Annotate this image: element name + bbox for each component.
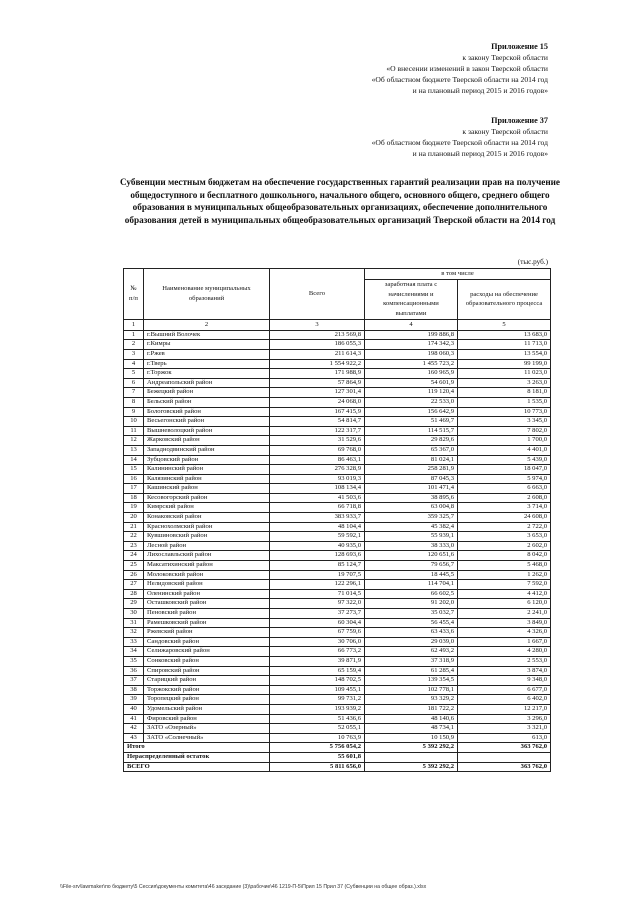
row-number: 4 [124,359,144,369]
municipality-name: Оленинский район [144,589,270,599]
table-row [124,340,551,350]
expenses-value: 4 401,0 [458,445,551,455]
total-value: 213 569,8 [270,330,365,340]
row-number: 37 [124,676,144,686]
municipality-name: Калязинский район [144,474,270,484]
salary-value: 258 281,9 [365,465,458,475]
total-value: 186 055,3 [270,340,365,350]
row-number: 15 [124,465,144,475]
expenses-value: 8 042,0 [458,551,551,561]
municipality-name: Кимрский район [144,503,270,513]
table-row [124,580,551,590]
table-row [124,589,551,599]
table-row [124,369,551,379]
table-row [124,541,551,551]
salary-value: 87 045,3 [365,474,458,484]
row-number: 9 [124,407,144,417]
total-label: Итого [124,743,270,753]
col-number-5: 5 [458,319,551,330]
table-row [124,484,551,494]
total-value: 57 864,9 [270,378,365,388]
row-number: 14 [124,455,144,465]
row-number: 35 [124,656,144,666]
expenses-value: 99 199,0 [458,359,551,369]
total-value: 122 317,7 [270,426,365,436]
expenses-value: 1 667,0 [458,637,551,647]
table-row [124,436,551,446]
municipality-name: ЗАТО «Озерный» [144,724,270,734]
salary-value: 102 778,1 [365,685,458,695]
total-value: 211 614,3 [270,349,365,359]
total-label: ВСЕГО [124,762,270,772]
table-row [124,656,551,666]
salary-value: 22 533,0 [365,397,458,407]
row-number: 34 [124,647,144,657]
municipality-name: Старицкий район [144,676,270,686]
expenses-value: 3 296,0 [458,714,551,724]
expenses-value: 11 023,0 [458,369,551,379]
municipality-name: г.Кимры [144,340,270,350]
row-number: 27 [124,580,144,590]
municipality-name: Молоковский район [144,570,270,580]
table-row [124,378,551,388]
appendix-37-block [372,115,548,159]
expenses-value: 2 241,0 [458,609,551,619]
table-row [124,714,551,724]
salary-value: 38 895,6 [365,493,458,503]
expenses-value: 24 608,0 [458,513,551,523]
salary-value: 45 382,4 [365,522,458,532]
row-number: 16 [124,474,144,484]
municipality-name: Весьегонский район [144,417,270,427]
expenses-value: 3 653,0 [458,532,551,542]
expenses-value: 13 683,0 [458,330,551,340]
row-number: 38 [124,685,144,695]
total-value: 193 939,2 [270,704,365,714]
total-value: 10 763,9 [270,733,365,743]
row-number: 40 [124,704,144,714]
total-value: 19 707,5 [270,570,365,580]
total-value: 93 019,3 [270,474,365,484]
salary-value: 29 829,6 [365,436,458,446]
salary-value: 93 329,2 [365,695,458,705]
row-number: 29 [124,599,144,609]
total-total-value: 5 756 054,2 [270,743,365,753]
header-num: № п/п [124,269,144,320]
total-value: 276 328,9 [270,465,365,475]
total-value: 148 702,5 [270,676,365,686]
municipality-name: г.Ржев [144,349,270,359]
municipality-name: Сонковский район [144,656,270,666]
municipality-name: Нелидовский район [144,580,270,590]
municipality-name: Жарковский район [144,436,270,446]
total-value: 1 554 922,2 [270,359,365,369]
municipality-name: Западнодвинский район [144,445,270,455]
expenses-value: 3 321,0 [458,724,551,734]
expenses-value: 6 402,0 [458,695,551,705]
salary-value: 66 602,5 [365,589,458,599]
row-number: 2 [124,340,144,350]
row-number: 36 [124,666,144,676]
expenses-value: 7 802,0 [458,426,551,436]
municipality-name: г.Тверь [144,359,270,369]
total-row [124,762,551,772]
table-row [124,666,551,676]
municipality-name: Конаковский район [144,513,270,523]
municipality-name: Лесной район [144,541,270,551]
total-value: 24 068,0 [270,397,365,407]
municipality-name: Удомельский район [144,704,270,714]
row-number: 22 [124,532,144,542]
table-row [124,407,551,417]
salary-value: 38 333,0 [365,541,458,551]
total-value: 67 759,6 [270,628,365,638]
expenses-value: 7 592,0 [458,580,551,590]
total-value: 108 134,4 [270,484,365,494]
row-number: 19 [124,503,144,513]
total-value: 127 301,4 [270,388,365,398]
row-number: 20 [124,513,144,523]
appendix-37-line: и на плановый период 2015 и 2016 годов» [412,149,548,158]
header-in-that: в том числе [365,269,551,280]
total-value: 66 718,8 [270,503,365,513]
appendix-15-line: и на плановый период 2015 и 2016 годов» [412,86,548,95]
total-salary-value: 5 392 292,2 [365,762,458,772]
expenses-value: 1 262,0 [458,570,551,580]
expenses-value: 4 280,0 [458,647,551,657]
row-number: 1 [124,330,144,340]
table-row [124,704,551,714]
municipality-name: ЗАТО «Солнечный» [144,733,270,743]
row-number: 5 [124,369,144,379]
salary-value: 181 722,2 [365,704,458,714]
table-row [124,522,551,532]
col-number-2: 2 [144,319,270,330]
header-total: Всего [270,269,365,320]
expenses-value: 3 345,0 [458,417,551,427]
row-number: 41 [124,714,144,724]
table-row [124,570,551,580]
table-row [124,426,551,436]
table-row [124,628,551,638]
total-value: 51 436,6 [270,714,365,724]
table-row [124,685,551,695]
total-value: 37 273,7 [270,609,365,619]
expenses-value: 4 412,0 [458,589,551,599]
total-total-value: 5 811 656,0 [270,762,365,772]
appendix-15-block [372,41,548,96]
municipality-name: Лихославльский район [144,551,270,561]
municipality-name: Торопецкий район [144,695,270,705]
total-value: 109 455,1 [270,685,365,695]
table-row [124,561,551,571]
expenses-value: 6 663,0 [458,484,551,494]
table-row [124,551,551,561]
expenses-value: 5 439,0 [458,455,551,465]
row-number: 24 [124,551,144,561]
salary-value: 174 342,3 [365,340,458,350]
expenses-value: 2 553,0 [458,656,551,666]
salary-value: 29 039,0 [365,637,458,647]
total-value: 86 463,1 [270,455,365,465]
row-number: 10 [124,417,144,427]
municipality-name: Бологовский район [144,407,270,417]
table-row [124,609,551,619]
total-value: 69 768,0 [270,445,365,455]
expenses-value: 3 849,0 [458,618,551,628]
table-row [124,676,551,686]
total-label: Нераспределенный остаток [124,752,270,762]
municipality-name: Максатихинский район [144,561,270,571]
table-row [124,455,551,465]
salary-value: 81 024,1 [365,455,458,465]
table-row [124,637,551,647]
appendix-37-title: Приложение 37 [491,116,548,125]
total-value: 99 731,2 [270,695,365,705]
total-value: 71 014,5 [270,589,365,599]
table-row [124,359,551,369]
expenses-value: 5 468,0 [458,561,551,571]
salary-value: 54 601,9 [365,378,458,388]
total-value: 383 933,7 [270,513,365,523]
expenses-value: 2 722,0 [458,522,551,532]
salary-value: 10 150,9 [365,733,458,743]
table-row [124,349,551,359]
municipality-name: Вышневолоцкий район [144,426,270,436]
row-number: 25 [124,561,144,571]
expenses-value: 613,0 [458,733,551,743]
row-number: 31 [124,618,144,628]
table-row [124,493,551,503]
header-name: Наименование муниципальных образований [144,269,270,320]
row-number: 6 [124,378,144,388]
salary-value: 119 120,4 [365,388,458,398]
expenses-value: 12 217,0 [458,704,551,714]
row-number: 33 [124,637,144,647]
table-row [124,599,551,609]
appendix-37-line: «Об областном бюджете Тверской области на 2014 год [371,138,548,147]
appendix-15-line: «О внесении изменений в закон Тверской области [386,64,548,73]
total-value: 171 988,9 [270,369,365,379]
table-row [124,445,551,455]
row-number: 43 [124,733,144,743]
row-number: 12 [124,436,144,446]
row-number: 8 [124,397,144,407]
total-value: 41 503,6 [270,493,365,503]
municipality-name: Зубцовский район [144,455,270,465]
salary-value: 62 493,2 [365,647,458,657]
total-salary-value [365,752,458,762]
expenses-value: 6 677,0 [458,685,551,695]
expenses-value: 3 714,0 [458,503,551,513]
salary-value: 48 734,1 [365,724,458,734]
salary-value: 37 318,9 [365,656,458,666]
table-row [124,474,551,484]
municipality-name: Сандовский район [144,637,270,647]
table-row [124,397,551,407]
expenses-value: 3 874,0 [458,666,551,676]
total-row [124,743,551,753]
salary-value: 114 704,1 [365,580,458,590]
salary-value: 79 656,7 [365,561,458,571]
col-number-3: 3 [270,319,365,330]
row-number: 23 [124,541,144,551]
row-number: 18 [124,493,144,503]
salary-value: 55 939,1 [365,532,458,542]
header-expenses: расходы на обеспечение образовательного процесса [458,279,551,319]
municipality-name: г.Торжок [144,369,270,379]
expenses-value: 11 713,0 [458,340,551,350]
header-salary: заработная плата с начислениями и компенсационными выплатами [365,279,458,319]
table-row [124,503,551,513]
total-value: 52 055,1 [270,724,365,734]
total-value: 122 296,1 [270,580,365,590]
expenses-value: 9 348,0 [458,676,551,686]
salary-value: 156 642,9 [365,407,458,417]
expenses-value: 10 773,0 [458,407,551,417]
municipality-name: Спировский район [144,666,270,676]
total-value: 54 814,7 [270,417,365,427]
row-number: 21 [124,522,144,532]
total-value: 39 871,9 [270,656,365,666]
total-value: 48 104,4 [270,522,365,532]
table-row [124,388,551,398]
row-number: 17 [124,484,144,494]
expenses-value: 13 554,0 [458,349,551,359]
salary-value: 48 140,6 [365,714,458,724]
table-row [124,647,551,657]
municipality-name: Торжокский район [144,685,270,695]
table-row [124,330,551,340]
salary-value: 120 651,6 [365,551,458,561]
salary-value: 114 515,7 [365,426,458,436]
salary-value: 63 004,8 [365,503,458,513]
total-expenses-value: 363 762,0 [458,743,551,753]
salary-value: 56 455,4 [365,618,458,628]
municipality-name: Рамешковский район [144,618,270,628]
total-value: 40 935,0 [270,541,365,551]
table-row [124,733,551,743]
total-row [124,752,551,762]
row-number: 39 [124,695,144,705]
expenses-value: 6 120,0 [458,599,551,609]
row-number: 32 [124,628,144,638]
document-title: Субвенции местным бюджетам на обеспечение государственных гарантий реализации прав на получение общедоступного и бесплатного дошкольного, начального общего, основного общего, среднего общего образования в муниципальных общеобразовательных организациях, обеспечение дополнительного образования детей в муниципальных общеобразовательных организаций Тверской области на 2014 год [120,177,561,225]
total-value: 59 592,1 [270,532,365,542]
salary-value: 63 433,6 [365,628,458,638]
row-number: 26 [124,570,144,580]
salary-value: 359 325,7 [365,513,458,523]
col-number-4: 4 [365,319,458,330]
municipality-name: Пеновский район [144,609,270,619]
municipality-name: Селижаровский район [144,647,270,657]
file-path-footer: \\File-srv\lawmaker\по бюджету\5 Сессия\документы комитета\46 заседание (3)\рабочие\46 1219-П-5\Прил 15 Прил 37 (Субвенции на общее образ.).xlsx [60,884,427,890]
table-row [124,465,551,475]
total-salary-value: 5 392 292,2 [365,743,458,753]
municipality-name: Андреапольский район [144,378,270,388]
municipality-name: Краснохолмский район [144,522,270,532]
salary-value: 18 445,5 [365,570,458,580]
municipality-name: Осташковский район [144,599,270,609]
municipality-name: Фировский район [144,714,270,724]
salary-value: 91 202,0 [365,599,458,609]
total-value: 30 706,0 [270,637,365,647]
municipality-name: Кашинский район [144,484,270,494]
row-number: 7 [124,388,144,398]
row-number: 28 [124,589,144,599]
salary-value: 1 455 723,2 [365,359,458,369]
appendix-15-line: к закону Тверской области [462,53,548,62]
total-value: 128 693,6 [270,551,365,561]
total-value: 167 415,9 [270,407,365,417]
municipality-name: Калининский район [144,465,270,475]
expenses-value: 1 700,0 [458,436,551,446]
expenses-value: 8 181,0 [458,388,551,398]
municipality-name: Бельский район [144,397,270,407]
municipality-name: Ржевский район [144,628,270,638]
unit-label: (тыс.руб.) [517,258,548,266]
table-row [124,724,551,734]
salary-value: 35 032,7 [365,609,458,619]
expenses-value: 4 326,0 [458,628,551,638]
salary-value: 160 965,9 [365,369,458,379]
col-number-1: 1 [124,319,144,330]
total-value: 66 773,2 [270,647,365,657]
expenses-value: 5 974,0 [458,474,551,484]
appendix-15-line: «Об областном бюджете Тверской области на 2014 год [371,75,548,84]
total-value: 97 322,0 [270,599,365,609]
salary-value: 101 471,4 [365,484,458,494]
expenses-value: 2 602,0 [458,541,551,551]
total-value: 85 124,7 [270,561,365,571]
row-number: 3 [124,349,144,359]
table-row [124,513,551,523]
salary-value: 51 469,7 [365,417,458,427]
row-number: 30 [124,609,144,619]
municipality-name: Бежецкий район [144,388,270,398]
total-total-value: 55 601,8 [270,752,365,762]
total-value: 60 304,4 [270,618,365,628]
total-expenses-value [458,752,551,762]
expenses-value: 1 535,0 [458,397,551,407]
municipality-name: Кесовогорский район [144,493,270,503]
expenses-value: 2 608,0 [458,493,551,503]
total-value: 31 529,6 [270,436,365,446]
salary-value: 198 060,3 [365,349,458,359]
subvention-table [123,268,551,772]
salary-value: 199 886,8 [365,330,458,340]
expenses-value: 3 263,0 [458,378,551,388]
total-expenses-value: 363 762,0 [458,762,551,772]
row-number: 42 [124,724,144,734]
table-row [124,695,551,705]
table-row [124,417,551,427]
appendix-15-title: Приложение 15 [491,42,548,51]
salary-value: 65 367,0 [365,445,458,455]
municipality-name: Кувшиновский район [144,532,270,542]
row-number: 11 [124,426,144,436]
salary-value: 61 285,4 [365,666,458,676]
appendix-37-line: к закону Тверской области [462,127,548,136]
expenses-value: 18 047,0 [458,465,551,475]
row-number: 13 [124,445,144,455]
table-row [124,618,551,628]
table-row [124,532,551,542]
total-value: 65 159,4 [270,666,365,676]
salary-value: 139 354,5 [365,676,458,686]
municipality-name: г.Вышний Волочек [144,330,270,340]
